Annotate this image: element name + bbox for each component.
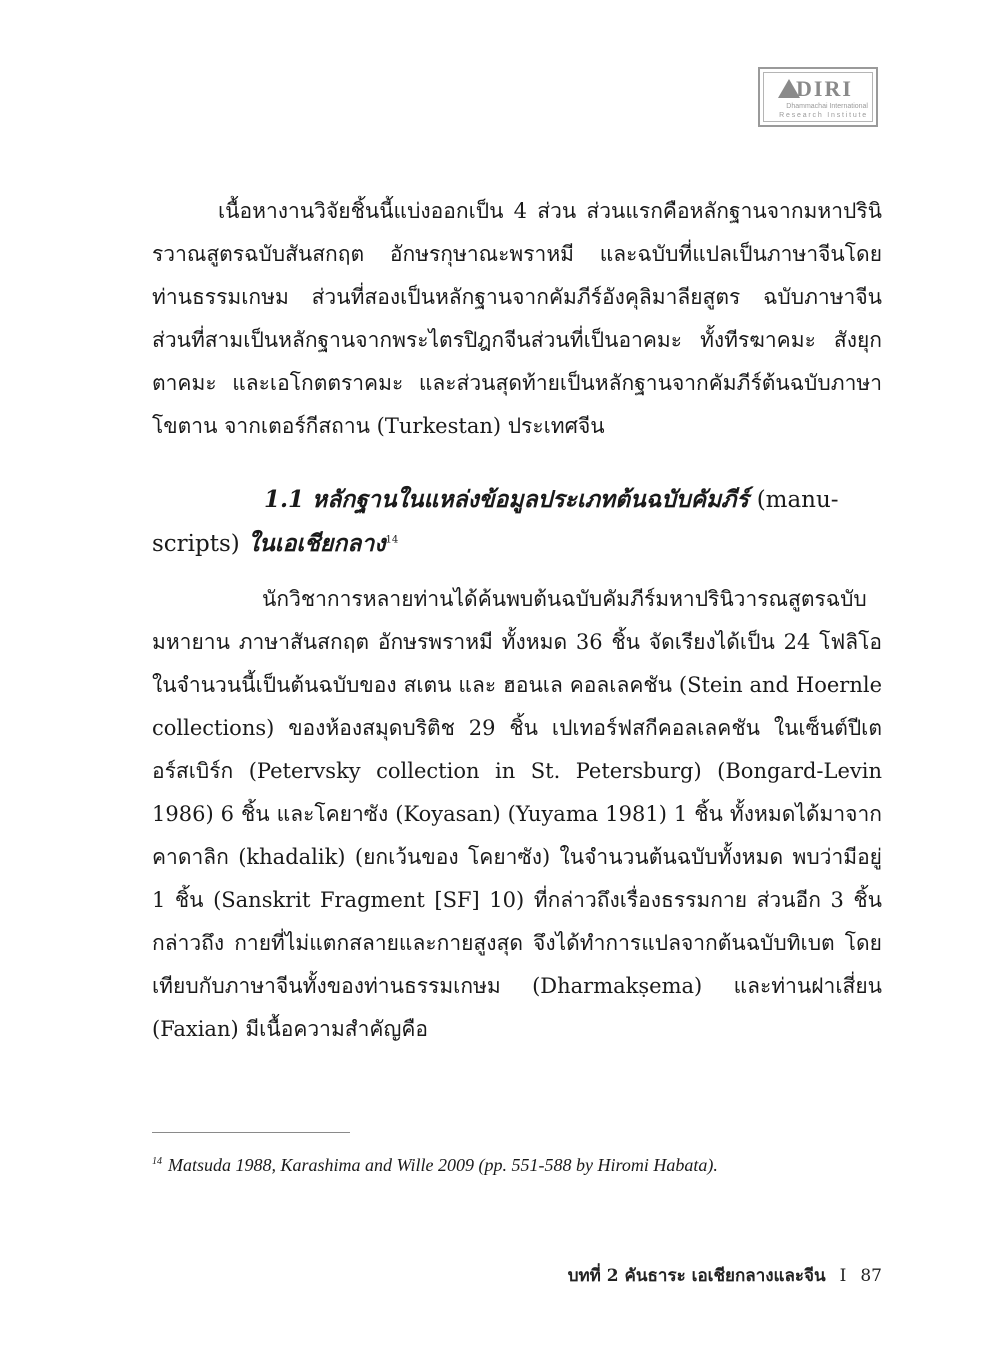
section-title-english: (manu-scripts) [152, 487, 839, 557]
footnote-divider [152, 1132, 350, 1133]
footnote-text: Matsuda 1988, Karashima and Wille 2009 (pp. 551-588 by Hiromi Habata). [168, 1155, 718, 1175]
page-footer [568, 1262, 882, 1289]
logo-subtitle-line1: Dhammachai International [786, 103, 868, 110]
intro-paragraph: เนื้อหางานวิจัยชิ้นนี้แบ่งออกเป็น 4 ส่วน ส่วนแรกคือหลักฐานจากมหาปรินิรวาณสูตรฉบับสันสกฤต อักษรกุษาณะพราหมี และฉบับที่แปลเป็นภาษาจีนโดยท่านธรรมเกษม ส่วนที่สองเป็นหลักฐานจากคัมภีร์อังคุลิมาลียสูตร ฉบับภาษาจีน ส่วนที่สามเป็นหลักฐานจากพระไตรปิฎกจีนส่วนที่เป็นอาคมะ ทั้งทีรฆาคมะ สังยุกตาคมะ และเอโกตตราคมะ และส่วนสุดท้ายเป็นหลักฐานจากคัมภีร์ต้นฉบับภาษาโขตาน จากเตอร์กีสถาน (Turkestan) ประเทศจีน [152, 199, 882, 438]
logo-frame [763, 72, 873, 122]
footnote-number: 14 [152, 1156, 162, 1167]
logo-text: DIRI [796, 76, 853, 101]
chapter-title: บทที่ 2 คันธาระ เอเชียกลางและจีน [567, 1266, 826, 1286]
footnote-reference[interactable]: 14 [385, 534, 399, 546]
section-heading [152, 478, 882, 566]
footnote [152, 1152, 882, 1178]
section-number: 1.1 [264, 486, 305, 513]
section-title-thai: หลักฐานในแหล่งข้อมูลประเภทต้นฉบับคัมภีร์ [312, 486, 749, 513]
footer-separator: I [839, 1266, 847, 1286]
logo-subtitle-line2: Research Institute [779, 112, 868, 119]
section-title-thai-suffix: ในเอเชียกลาง [247, 530, 386, 557]
main-paragraph: นักวิชาการหลายท่านได้ค้นพบต้นฉบับคัมภีร์มหาปรินิวารณสูตรฉบับมหายาน ภาษาสันสกฤต อักษรพราหมี ทั้งหมด 36 ชิ้น จัดเรียงได้เป็น 24 โฟลิโอ ในจำนวนนี้เป็นต้นฉบับของ สเตน และ ฮอนเล คอลเลคชัน (Stein and Hoernle collections) ของห้องสมุดบริติช 29 ชิ้น เปเทอร์ฟสกีคอลเลคชัน ในเซ็นต์ปีเตอร์สเบิร์ก (Petervsky collection in St. Petersburg) (Bongard-Levin 1986) 6 ชิ้น และโคยาซัง (Koyasan) (Yuyama 1981) 1 ชิ้น ทั้งหมดได้มาจากคาดาลิก (khadalik) (ยกเว้นของ โคยาซัง) ในจำนวนต้นฉบับทั้งหมด พบว่ามีอยู่ 1 ชิ้น (Sanskrit Fragment [SF] 10) ที่กล่าวถึงเรื่องธรรมกาย ส่วนอีก 3 ชิ้น กล่าวถึง กายที่ไม่แตกสลายและกายสูงสุด จึงได้ทำการแปลจากต้นฉบับทิเบต โดยเทียบกับภาษาจีนทั้งของท่านธรรมเกษม (Dharmakṣema) และท่านฝาเสี่ยน (Faxian) มีเนื้อความสำคัญคือ [152, 587, 882, 1041]
diri-logo [758, 67, 878, 127]
page-number: 87 [860, 1266, 882, 1286]
